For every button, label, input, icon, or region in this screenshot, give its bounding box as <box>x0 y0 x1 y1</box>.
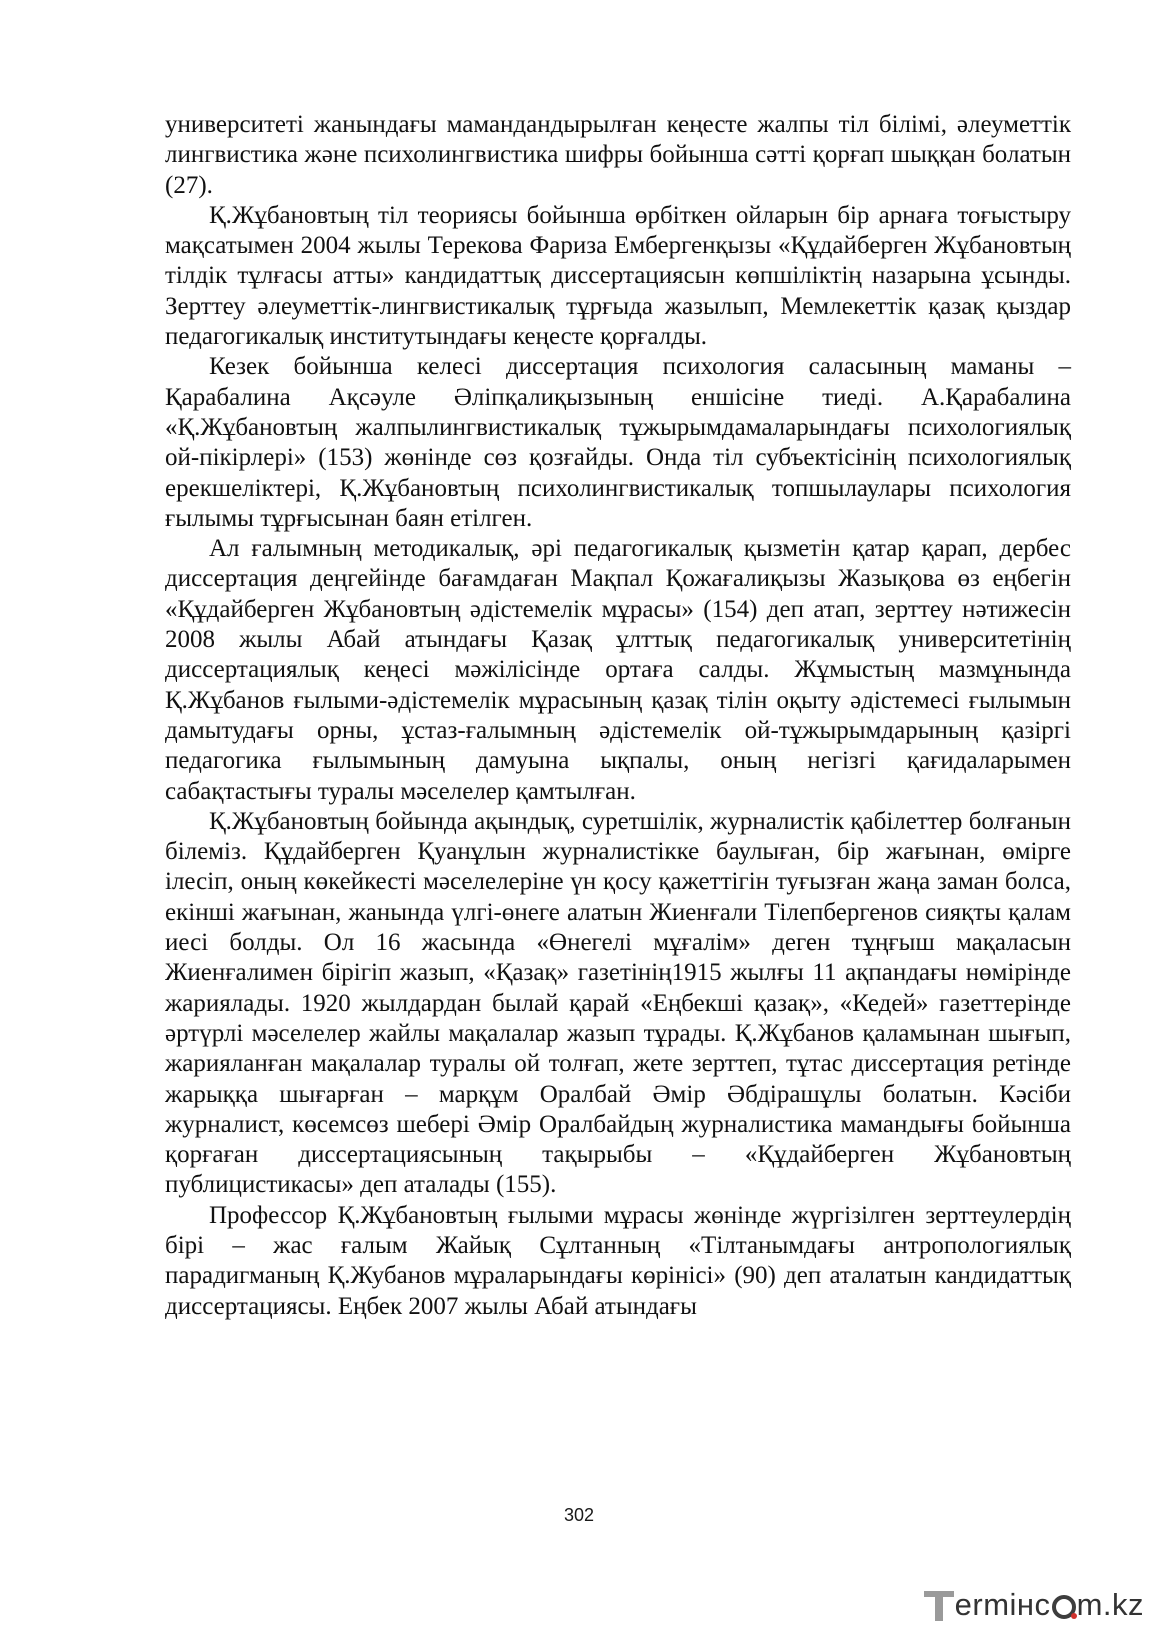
paragraph-4: Ал ғалымның методикалық, әрі педагогикалық қызметін қатар қарап, дербес диссертация деңгейінде бағамдаған Мақпал Қожағалиқызы Жазықова өз еңбегін «Құдайберген Жұбановтың әдістемелік мұрасы» (154) деп атап, зерттеу нәтижесін 2008 жылы Абай атындағы Қазақ ұлттық педагогикалық университетінің диссертациялық кеңесі мәжілісінде ортаға салды. Жұмыстың мазмұнында Қ.Жұбанов ғылыми-әдістемелік мұрасының қазақ тілін оқыту әдістемесі ғылымын дамытудағы орны, ұстаз-ғалымның әдістемелік ой-тұжырымдарының қазіргі педагогика ғылымының дамуына ықпалы, оның негізгі қағидаларымен сабақтастығы туралы мәселелер қамтылған. <box>165 535 1071 805</box>
watermark-text-suffix: m.kz <box>1076 1587 1144 1622</box>
paragraph-3: Кезек бойынша келесі диссертация психология саласының маманы – Қарабалина Ақсәуле Әліпқалиқызының еншісіне тиеді. А.Қарабалина «Қ.Жұбановтың жалпылингвистикалық тұжырымдамаларындағы психологиялық ой-пікірлері» (153) жөнінде сөз қозғайды. Онда тіл субъектісінің психологиялық ерекшеліктері, Қ.Жұбановтың психолингвистикалық топшылаулары психология ғылымы тұрғысынан баян етілген. <box>165 353 1071 532</box>
termincom-watermark-logo <box>924 1583 1144 1627</box>
page-body <box>165 110 1071 1322</box>
watermark-text-prefix: ermінc <box>954 1587 1051 1622</box>
paragraph-1: университеті жанындағы мамандандырылған кеңесте жалпы тіл білімі, әлеуметтік лингвистика және психолингвистика шифры бойынша сәтті қорғап шыққан болатын (27). <box>165 111 1071 199</box>
paragraph-2: Қ.Жұбановтың тіл теориясы бойынша өрбіткен ойларын бір арнаға тоғыстыру мақсатымен 2004 жылы Терекова Фариза Ембергенқызы «Құдайберген Жұбановтың тілдік тұлғасы атты» кандидаттық диссертациясын көпшіліктің назарына ұсынды. Зерттеу әлеуметтік-лингвистикалық тұрғыда жазылып, Мемлекеттік қазақ қыздар педагогикалық институтындағы кеңесте қорғалды. <box>165 201 1071 351</box>
watermark-o-ring-icon <box>1052 1595 1076 1619</box>
paragraph-5: Қ.Жұбановтың бойында ақындық, суретшілік, журналистік қабілеттер болғанын білеміз. Құдайберген Қуанұлын журналистікке баулыған, бір жағынан, өмірге ілесіп, оның көкейкесті мәселелеріне үн қосу қажеттігін туғызған жаңа заман болса, екінші жағынан, жанында үлгі-өнеге алатын Жиенғали Тілепбергенов сияқты қалам иесі болды. Ол 16 жасында «Өнегелі мұғалім» деген тұңғыш мақаласын Жиенғалимен бірігіп жазып, «Қазақ» газетінің1915 жылғы 11 ақпандағы нөмірінде жариялады. 1920 жылдардан былай қарай «Еңбекші қазақ», «Кедей» газеттерінде әртүрлі мәселелер жайлы мақалалар жазып тұрады. Қ.Жұбанов қаламынан шығып, жарияланған мақалалар туралы ой толғап, жете зерттеп, тұтас диссертация ретінде жарыққа шығарған – марқұм Оралбай Әмір Әбдірашұлы болатын. Кәсіби журналист, көсемсөз шебері Әмір Оралбайдың журналистика мамандығы бойынша қорғаған диссертациясының тақырыбы – «Құдайберген Жұбановтың публицистикасы» деп аталады (155). <box>165 807 1071 1199</box>
paragraph-6: Профессор Қ.Жұбановтың ғылыми мұрасы жөнінде жүргізілген зерттеулердің бірі – жас ғалым Жайық Сұлтанның «Тілтанымдағы антропологиялық парадигманың Қ.Жубанов мұраларындағы көрінісі» (90) деп аталатын кандидаттық диссертациясы. Еңбек 2007 жылы Абай атындағы <box>165 1201 1071 1320</box>
page-number: 302 <box>563 1505 595 1525</box>
watermark-t-icon <box>924 1588 954 1622</box>
